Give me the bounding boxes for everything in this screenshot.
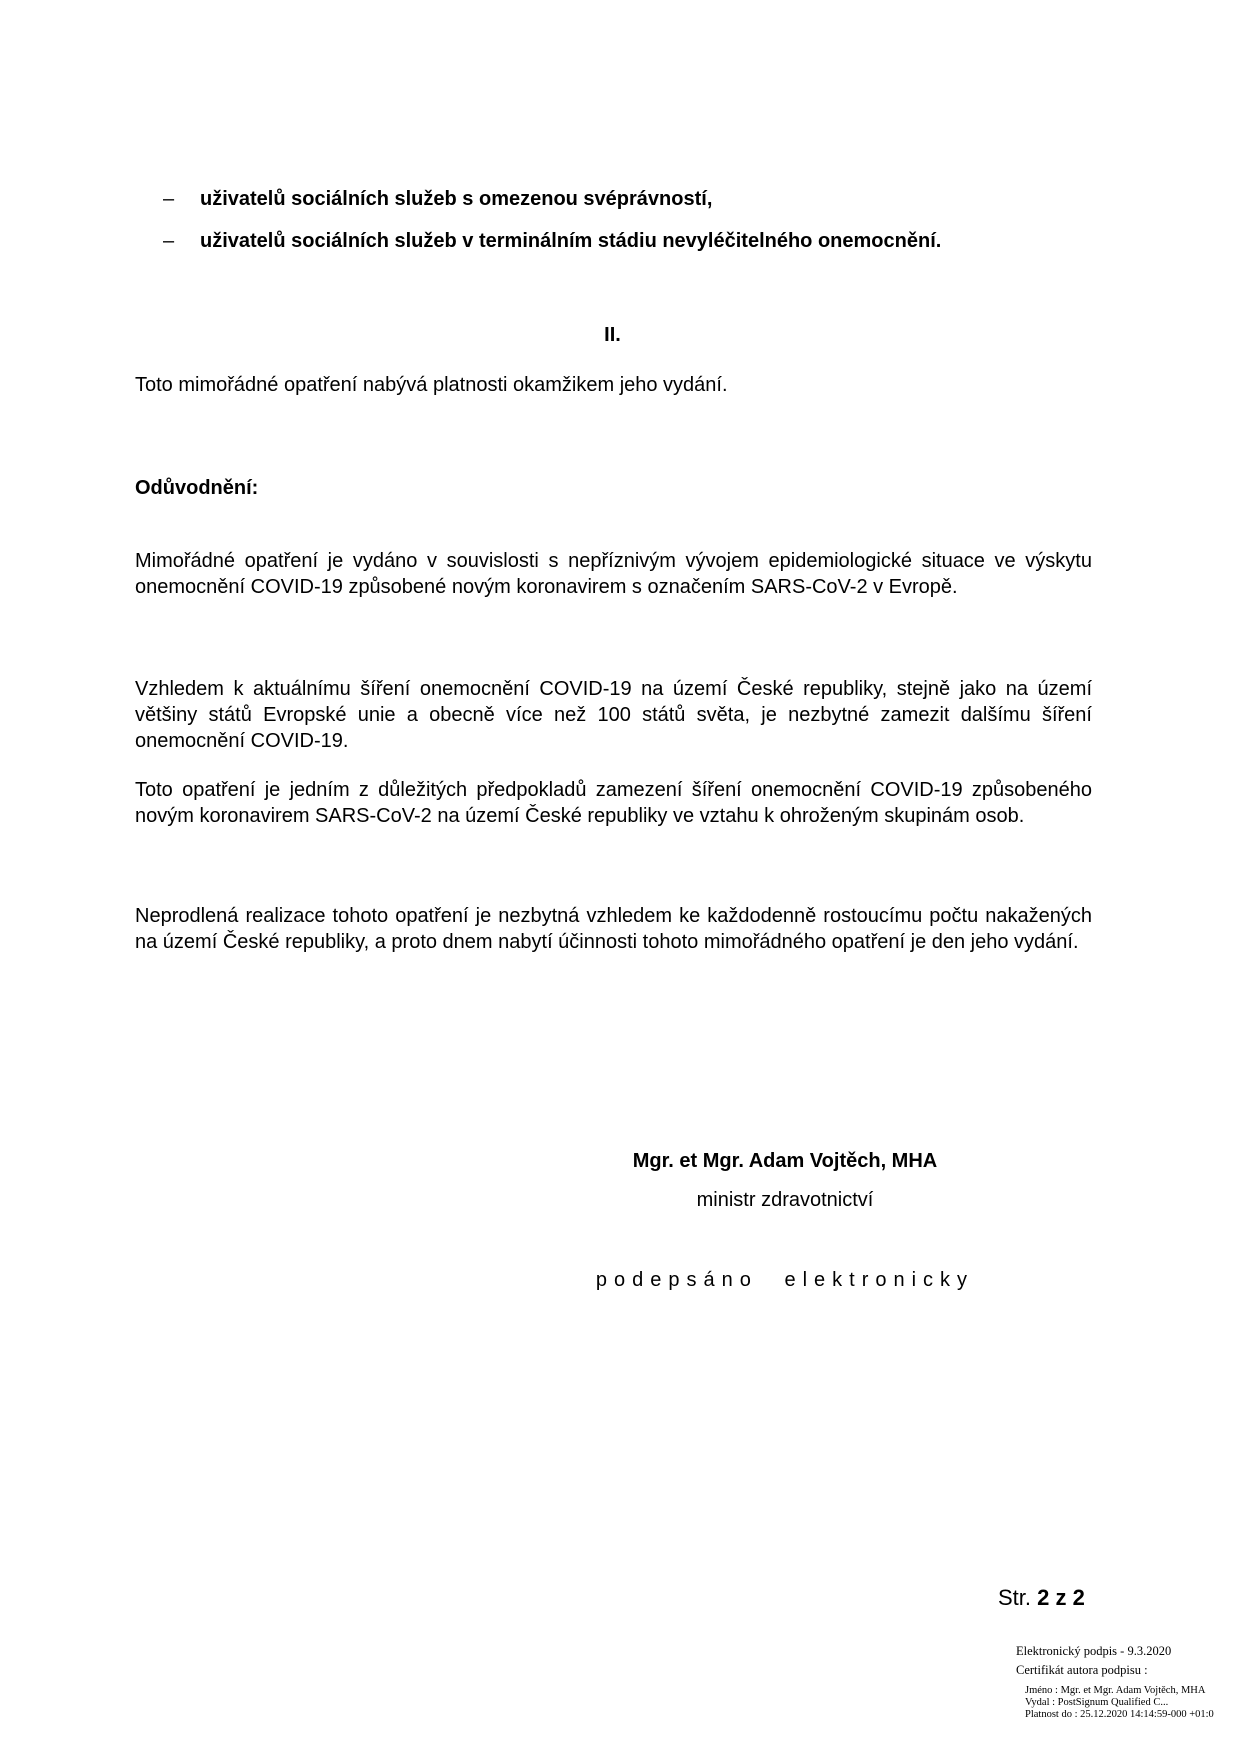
stamp-cert-issuer: Vydal : PostSignum Qualified C... [1025,1697,1169,1708]
body-paragraph: Vzhledem k aktuálnímu šíření onemocnění COVID-19 na území České republiky, stejně jako na území většiny států Evropské unie a obecně více než 100 států světa, je nezbytné zamezit dalšímu šíření onemocnění COVID-19. [135,678,1092,752]
signature-block [530,1148,1040,1293]
bullet-dash: – [163,188,175,210]
article-heading: II. [604,324,621,346]
stamp-cert-name: Jméno : Mgr. et Mgr. Adam Vojtěch, MHA [1025,1685,1206,1696]
body-paragraph: Neprodlená realizace tohoto opatření je nezbytná vzhledem ke každodenně rostoucímu počtu nakažených na území České republiky, a proto dnem nabytí účinnosti tohoto mimořádného opatření je den jeho vydání. [135,905,1092,953]
justification-heading: Odůvodnění: [135,477,259,499]
signatory-title: ministr zdravotnictví [696,1189,874,1211]
stamp-signature-date: Elektronický podpis - 9.3.2020 [1016,1644,1172,1658]
bullet-item [163,228,1043,254]
stamp-certificate-details [1025,1685,1226,1721]
signed-electronically-note: podepsáno elektronicky [595,1269,975,1291]
effect-paragraph: Toto mimořádné opatření nabývá platnosti okamžikem jeho vydání. [135,374,728,396]
stamp-cert-validity: Platnost do : 25.12.2020 14:14:59-000 +01:0 [1025,1709,1214,1720]
body-paragraph: Toto opatření je jedním z důležitých předpokladů zamezení šíření onemocnění COVID-19 způsobeného novým koronavirem SARS-CoV-2 na území České republiky ve vztahu k ohroženým skupinám osob. [135,779,1092,827]
signatory-name: Mgr. et Mgr. Adam Vojtěch, MHA [632,1150,938,1172]
page-number [998,1586,1085,1610]
bullet-dash: – [163,230,175,252]
bullet-text: uživatelů sociálních služeb s omezenou svéprávností, [200,188,713,210]
electronic-signature-stamp [1016,1642,1226,1721]
page-number-label: Str. [998,1585,1032,1610]
bullet-list [163,186,1043,270]
stamp-certificate-label: Certifikát autora podpisu : [1016,1663,1148,1677]
bullet-text: uživatelů sociálních služeb v terminálním stádiu nevyléčitelného onemocnění. [200,230,942,252]
page-number-value: 2 z 2 [1037,1585,1085,1610]
bullet-item [163,186,1043,212]
body-paragraph: Mimořádné opatření je vydáno v souvislosti s nepříznivým vývojem epidemiologické situace ve výskytu onemocnění COVID-19 způsobené novým koronavirem s označením SARS-CoV-2 v Evropě. [135,550,1092,598]
